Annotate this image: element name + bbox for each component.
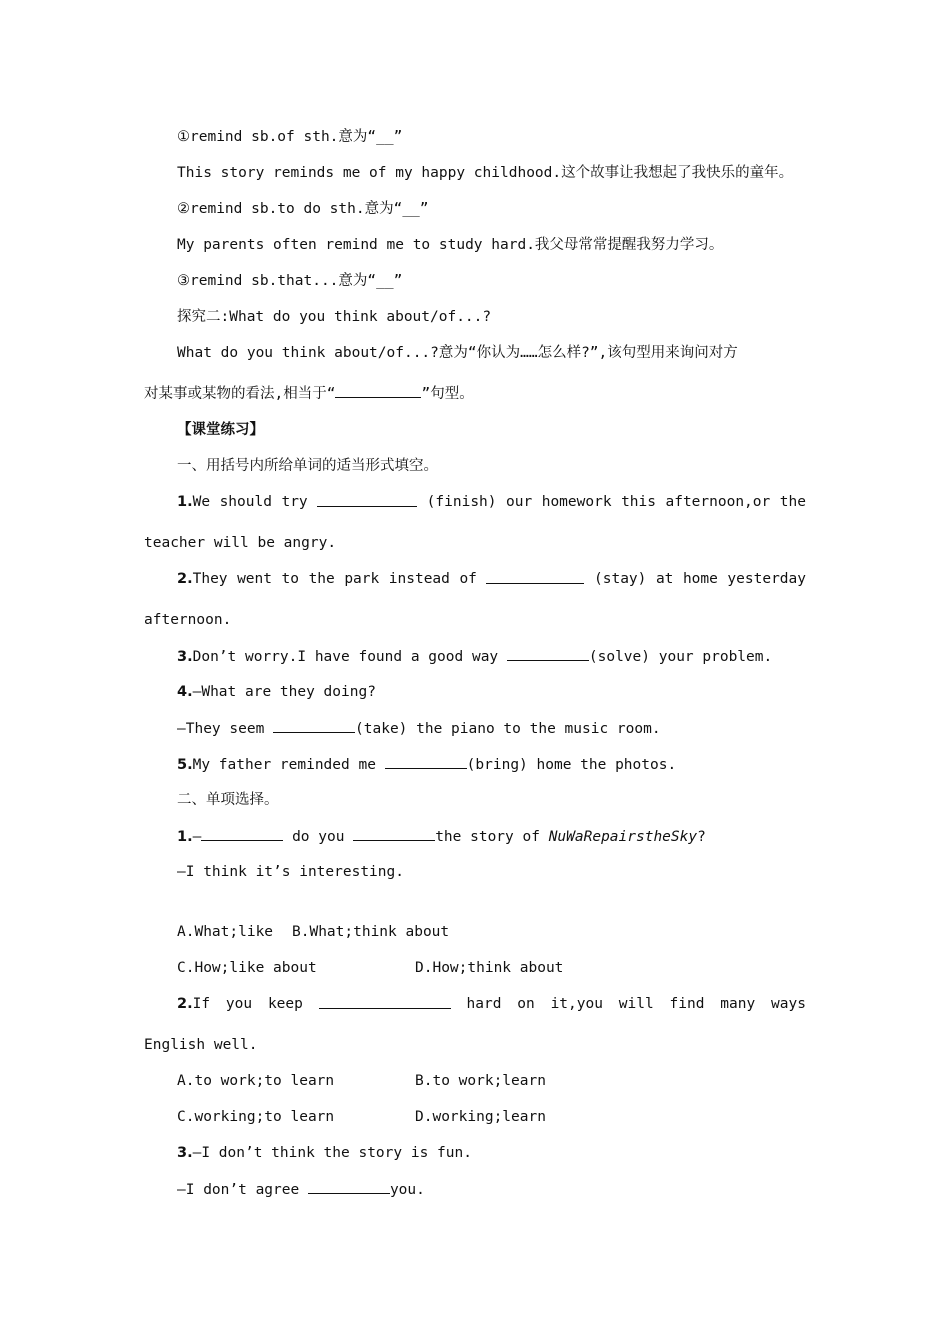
- question-text: you.: [389, 1182, 425, 1198]
- question-text: —What are they doing?: [192, 684, 376, 700]
- question-2-line1: [177, 569, 806, 589]
- question-number: 1.: [177, 829, 193, 845]
- word: went: [237, 571, 272, 587]
- answer-blank: [273, 718, 355, 733]
- word: you: [225, 996, 253, 1012]
- question-1-line1: [177, 492, 806, 512]
- word: yesterday: [727, 571, 806, 587]
- option-b: B.to work;learn: [415, 1073, 546, 1089]
- word: should: [219, 494, 272, 510]
- question-text: (take) the piano to the music room.: [355, 721, 661, 737]
- option-a: A.What;like: [177, 924, 274, 940]
- note-remind-to-example: My parents often remind me to study hard.我父母常常提醒我努力学习。: [177, 237, 724, 253]
- word: many: [720, 996, 756, 1012]
- question-number: 4.: [177, 684, 193, 700]
- question-number: 3.: [177, 649, 193, 665]
- question-text: the story of: [435, 829, 549, 845]
- word: of: [459, 571, 477, 587]
- section-one-title: 一、用括号内所给单词的适当形式填空。: [177, 458, 438, 474]
- practice-heading: 【课堂练习】: [177, 422, 264, 438]
- choice-question-1-answer: —I think it’s interesting.: [177, 864, 404, 880]
- choice-question-2-line1: [177, 994, 806, 1014]
- question-number: 5.: [177, 757, 193, 773]
- question-text: —I don’t agree: [177, 1182, 308, 1198]
- answer-blank: [308, 1179, 390, 1194]
- note-remind-to: ②remind sb.to do sth.意为“__”: [177, 201, 429, 217]
- word: our: [506, 494, 533, 510]
- word: the: [308, 571, 335, 587]
- word: on: [517, 996, 535, 1012]
- question-number: 2.: [177, 996, 193, 1012]
- question-number: 1.: [177, 494, 193, 510]
- answer-blank: [385, 754, 467, 769]
- answer-blank: [335, 383, 421, 398]
- question-text: ?: [697, 829, 706, 845]
- word: it,you: [550, 996, 603, 1012]
- word: the: [779, 494, 806, 510]
- question-number: 2.: [177, 571, 193, 587]
- option-c: C.How;like about: [177, 960, 317, 976]
- note-remind-that: ③remind sb.that...意为“__”: [177, 273, 403, 289]
- word: will: [618, 996, 654, 1012]
- answer-blank: [486, 569, 584, 584]
- question-number: 3.: [177, 1145, 193, 1161]
- choice-question-3-line1: [177, 1143, 472, 1163]
- explore-two-line2-post: ”句型。: [421, 386, 474, 402]
- question-text: (solve) your problem.: [588, 649, 773, 665]
- question-1-line2: teacher will be angry.: [144, 535, 337, 551]
- story-title: NuWaRepairstheSky: [548, 829, 698, 845]
- word: ways: [771, 996, 806, 1012]
- option-a: A.to work;to learn: [177, 1073, 335, 1089]
- answer-blank: [507, 646, 589, 661]
- section-two-title: 二、单项选择。: [177, 792, 279, 808]
- word: (stay): [594, 571, 647, 587]
- word: If: [192, 996, 211, 1012]
- word: home: [682, 571, 718, 587]
- word: We: [192, 494, 211, 510]
- question-4-line2: [177, 718, 661, 739]
- option-d: D.working;learn: [415, 1109, 546, 1125]
- word: this: [621, 494, 656, 510]
- question-2-line2: afternoon.: [144, 612, 232, 628]
- word: try: [281, 494, 308, 510]
- question-3: [177, 646, 772, 667]
- answer-blank: [319, 994, 451, 1009]
- question-text: (bring) home the photos.: [466, 757, 677, 773]
- question-text: Don’t worry.I have found a good way: [192, 649, 507, 665]
- question-4-line1: [177, 682, 376, 702]
- word: keep: [267, 996, 303, 1012]
- question-text: do you: [283, 829, 354, 845]
- explore-two-line1: What do you think about/of...?意为“你认为……怎么样?”,该句型用来询问对方: [177, 345, 738, 361]
- choice-question-2-line2: English well.: [144, 1037, 258, 1053]
- choice-question-1: [177, 826, 706, 847]
- option-d: D.How;think about: [415, 960, 564, 976]
- word: afternoon,or: [665, 494, 771, 510]
- word: park: [344, 571, 380, 587]
- note-remind-of: ①remind sb.of sth.意为“__”: [177, 129, 403, 145]
- question-text: —: [192, 829, 202, 845]
- word: hard: [466, 996, 502, 1012]
- answer-blank: [201, 826, 283, 841]
- word: They: [192, 571, 228, 587]
- word: find: [669, 996, 705, 1012]
- word: (finish): [426, 494, 497, 510]
- question-text: My father reminded me: [192, 757, 385, 773]
- explore-two-line2: [144, 383, 474, 404]
- word: instead: [388, 571, 450, 587]
- question-text: —They seem: [177, 721, 274, 737]
- choice-question-3-line2: [177, 1179, 425, 1200]
- explore-two-title: 探究二:What do you think about/of...?: [177, 309, 492, 325]
- question-text: —I don’t think the story is fun.: [192, 1145, 472, 1161]
- option-b: B.What;think about: [292, 924, 450, 940]
- question-5: [177, 754, 676, 775]
- answer-blank: [353, 826, 435, 841]
- option-c: C.working;to learn: [177, 1109, 335, 1125]
- word: to: [281, 571, 300, 587]
- word: at: [655, 571, 674, 587]
- word: homework: [541, 494, 612, 510]
- answer-blank: [317, 492, 417, 507]
- explore-two-line2-pre: 对某事或某物的看法,相当于“: [144, 386, 336, 402]
- note-remind-of-example: This story reminds me of my happy childhood.这个故事让我想起了我快乐的童年。: [177, 165, 794, 181]
